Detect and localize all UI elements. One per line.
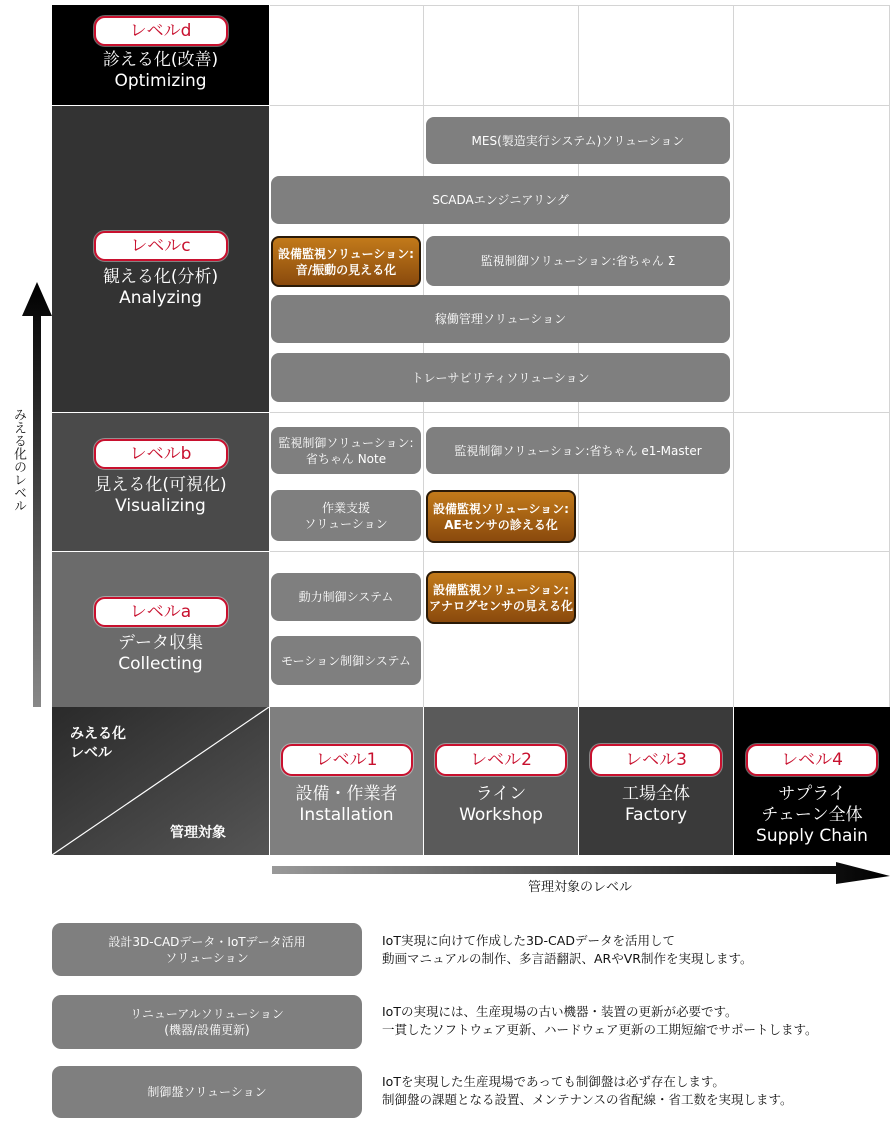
column-level-2 [424, 707, 578, 855]
column-1-badge: レベル1 [281, 744, 413, 776]
column-level-1 [270, 707, 423, 855]
shochan-sigma-solution[interactable]: 監視制御ソリューション:省ちゃん Σ [426, 236, 730, 286]
mes-solution[interactable]: MES(製造実行システム)ソリューション [426, 117, 730, 164]
legend-renewal-solution[interactable]: リニューアルソリューション (機器/設備更新) [52, 995, 362, 1049]
column-4-jp: サプライ チェーン全体 [761, 784, 863, 825]
legend-cad-iot-description: IoT実現に向けて作成した3D-CADデータを活用して 動画マニュアルの制作、多言語翻訳、ARやVR制作を実現します。 [382, 933, 753, 966]
grid-line [270, 5, 890, 6]
scada-solution[interactable]: SCADAエンジニアリング [271, 176, 730, 224]
level-c-en: Analyzing [119, 288, 202, 308]
grid-line [889, 5, 890, 707]
level-b-jp: 見える化(可視化) [94, 475, 227, 495]
level-c-jp: 観える化(分析) [102, 267, 219, 287]
level-a-en: Collecting [118, 654, 203, 674]
level-c-badge: レベルc [94, 231, 228, 261]
level-a-panel [52, 552, 269, 707]
legend-renewal-description: IoTの実現には、生産現場の古い機器・装置の更新が必要です。 一貫したソフトウェア更新、ハードウェア更新の工期短縮でサポートします。 [382, 1004, 818, 1037]
operation-management-solution[interactable]: 稼働管理ソリューション [271, 295, 730, 343]
level-d-badge: レベルd [94, 16, 228, 46]
legend-control-panel-solution[interactable]: 制御盤ソリューション [52, 1066, 362, 1118]
ae-sensor-solution[interactable]: 設備監視ソリューション: AEセンサの診える化 [426, 490, 576, 543]
level-b-en: Visualizing [115, 496, 206, 516]
shochan-e1-solution[interactable]: 監視制御ソリューション:省ちゃん e1-Master [426, 427, 730, 474]
column-4-badge: レベル4 [746, 744, 878, 776]
level-d-panel [52, 5, 269, 105]
y-axis-arrow [22, 282, 52, 707]
motion-control-system[interactable]: モーション制御システム [271, 636, 421, 685]
column-4-en: Supply Chain [756, 826, 868, 846]
grid-line [270, 105, 890, 106]
grid-line [270, 412, 890, 413]
grid-line [733, 5, 734, 707]
level-a-badge: レベルa [94, 597, 228, 627]
level-b-panel [52, 413, 269, 551]
column-2-badge: レベル2 [435, 744, 567, 776]
column-1-jp: 設備・作業者 [295, 784, 398, 804]
column-level-4 [734, 707, 890, 855]
column-2-jp: ライン [475, 784, 527, 804]
corner-top-label: みえる化 レベル [70, 726, 126, 761]
x-axis-label: 管理対象のレベル [527, 880, 632, 895]
column-3-en: Factory [624, 805, 688, 825]
column-3-badge: レベル3 [590, 744, 722, 776]
legend-control-panel-description: IoTを実現した生産現場であっても制御盤は必ず存在します。 制御盤の課題となる設置、メンテナンスの省配線・省工数を実現します。 [382, 1074, 793, 1107]
shochan-note-solution[interactable]: 監視制御ソリューション: 省ちゃん Note [271, 427, 421, 474]
y-axis-label: みえる化のレベル [11, 408, 26, 512]
corner-bottom-label: 管理対象 [170, 825, 226, 841]
column-3-jp: 工場全体 [622, 784, 690, 804]
level-a-jp: データ収集 [118, 633, 203, 653]
axis-corner-cell [52, 707, 269, 855]
level-d-jp: 診える化(改善) [102, 50, 219, 70]
level-d-en: Optimizing [114, 71, 207, 91]
level-b-badge: レベルb [94, 439, 228, 469]
level-c-panel [52, 106, 269, 412]
legend-cad-iot-solution[interactable]: 設計3D-CADデータ・IoTデータ活用 ソリューション [52, 923, 362, 976]
work-support-solution[interactable]: 作業支援 ソリューション [271, 490, 421, 541]
traceability-solution[interactable]: トレーサビリティソリューション [271, 353, 730, 402]
column-1-en: Installation [299, 805, 394, 825]
column-2-en: Workshop [459, 805, 543, 825]
analog-sensor-solution[interactable]: 設備監視ソリューション: アナログセンサの見える化 [426, 571, 576, 624]
sound-monitoring-solution[interactable]: 設備監視ソリューション: 音/振動の見える化 [271, 236, 421, 287]
column-level-3 [579, 707, 733, 855]
grid-line [270, 551, 890, 552]
power-control-system[interactable]: 動力制御システム [271, 573, 421, 621]
